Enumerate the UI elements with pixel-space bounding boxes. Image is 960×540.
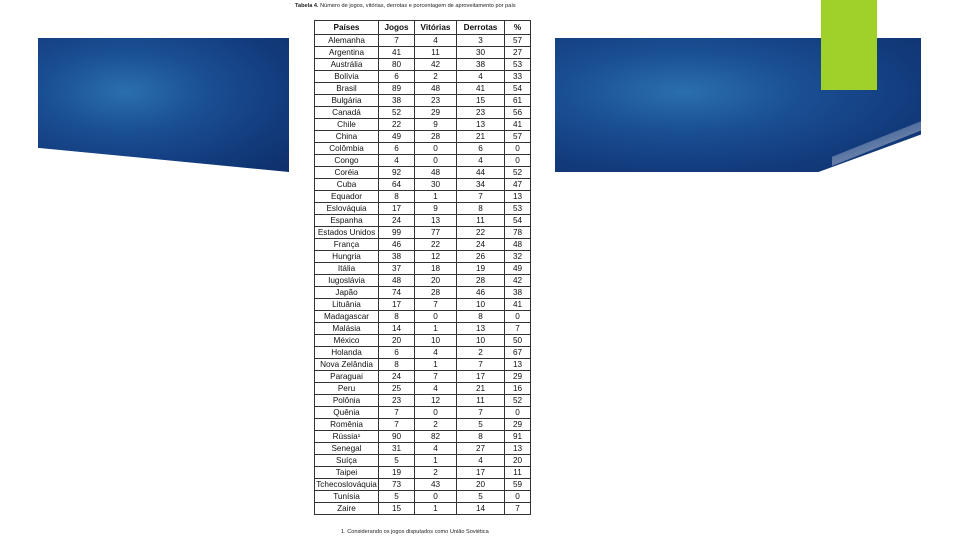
cell-country: Colômbia: [315, 143, 379, 155]
table-row: [315, 239, 531, 251]
cell-country: Japão: [315, 287, 379, 299]
cell-derrotas: 28: [457, 275, 505, 287]
cell-derrotas: 7: [457, 191, 505, 203]
cell-vitorias: 7: [415, 299, 457, 311]
table-row: [315, 251, 531, 263]
cell-percent: 27: [505, 47, 531, 59]
cell-country: Rússia¹: [315, 431, 379, 443]
cell-vitorias: 4: [415, 35, 457, 47]
header-jogos: Jogos: [379, 21, 415, 35]
cell-derrotas: 11: [457, 395, 505, 407]
decorative-green-accent: [821, 0, 877, 90]
cell-jogos: 46: [379, 239, 415, 251]
cell-jogos: 24: [379, 215, 415, 227]
cell-country: Espanha: [315, 215, 379, 227]
cell-jogos: 23: [379, 395, 415, 407]
cell-derrotas: 13: [457, 323, 505, 335]
cell-jogos: 80: [379, 59, 415, 71]
cell-vitorias: 1: [415, 455, 457, 467]
table-row: [315, 407, 531, 419]
cell-vitorias: 30: [415, 179, 457, 191]
cell-jogos: 49: [379, 131, 415, 143]
cell-percent: 0: [505, 143, 531, 155]
cell-country: Holanda: [315, 347, 379, 359]
cell-vitorias: 43: [415, 479, 457, 491]
cell-percent: 42: [505, 275, 531, 287]
cell-jogos: 8: [379, 191, 415, 203]
cell-percent: 91: [505, 431, 531, 443]
table-row: [315, 479, 531, 491]
cell-percent: 32: [505, 251, 531, 263]
cell-jogos: 48: [379, 275, 415, 287]
cell-vitorias: 42: [415, 59, 457, 71]
table-row: [315, 287, 531, 299]
cell-vitorias: 11: [415, 47, 457, 59]
table-row: [315, 311, 531, 323]
cell-country: Equador: [315, 191, 379, 203]
cell-jogos: 24: [379, 371, 415, 383]
table-row: [315, 203, 531, 215]
cell-jogos: 37: [379, 263, 415, 275]
cell-vitorias: 82: [415, 431, 457, 443]
table-row: [315, 443, 531, 455]
cell-derrotas: 24: [457, 239, 505, 251]
cell-country: Coréia: [315, 167, 379, 179]
cell-percent: 41: [505, 119, 531, 131]
cell-jogos: 90: [379, 431, 415, 443]
cell-vitorias: 29: [415, 107, 457, 119]
cell-derrotas: 8: [457, 311, 505, 323]
cell-jogos: 8: [379, 311, 415, 323]
table-row: [315, 275, 531, 287]
header-derrotas: Derrotas: [457, 21, 505, 35]
cell-country: Tchecoslováquia: [316, 480, 377, 489]
table-row: [315, 491, 531, 503]
cell-vitorias: 0: [415, 143, 457, 155]
table-row: [315, 467, 531, 479]
country-stats-table: [314, 20, 531, 515]
cell-derrotas: 5: [457, 419, 505, 431]
cell-country: Congo: [315, 155, 379, 167]
cell-vitorias: 10: [415, 335, 457, 347]
cell-jogos: 19: [379, 467, 415, 479]
cell-percent: 53: [505, 203, 531, 215]
cell-jogos: 6: [379, 71, 415, 83]
cell-derrotas: 8: [457, 203, 505, 215]
cell-jogos: 31: [379, 443, 415, 455]
cell-country: Argentina: [315, 47, 379, 59]
cell-percent: 16: [505, 383, 531, 395]
cell-jogos: 89: [379, 83, 415, 95]
cell-percent: 33: [505, 71, 531, 83]
cell-derrotas: 20: [457, 479, 505, 491]
table-footnote: 1. Considerando os jogos disputados como União Soviética: [341, 529, 489, 535]
cell-jogos: 6: [379, 347, 415, 359]
cell-country: Malásia: [315, 323, 379, 335]
cell-country: Romênia: [315, 419, 379, 431]
table-row: [315, 35, 531, 47]
cell-vitorias: 7: [415, 371, 457, 383]
cell-derrotas: 4: [457, 455, 505, 467]
cell-country: Estados Unidos: [315, 227, 379, 239]
table-body: [315, 35, 531, 515]
cell-derrotas: 13: [457, 119, 505, 131]
cell-percent: 57: [505, 131, 531, 143]
cell-derrotas: 21: [457, 383, 505, 395]
table-row: [315, 107, 531, 119]
cell-percent: 13: [505, 191, 531, 203]
cell-vitorias: 48: [415, 83, 457, 95]
cell-vitorias: 28: [415, 287, 457, 299]
cell-percent: 50: [505, 335, 531, 347]
table-row: [315, 419, 531, 431]
cell-derrotas: 7: [457, 359, 505, 371]
cell-percent: 56: [505, 107, 531, 119]
cell-vitorias: 4: [415, 443, 457, 455]
cell-vitorias: 0: [415, 491, 457, 503]
table-row: [315, 431, 531, 443]
table-row: [315, 155, 531, 167]
cell-vitorias: 2: [415, 467, 457, 479]
cell-derrotas: 2: [457, 347, 505, 359]
cell-derrotas: 11: [457, 215, 505, 227]
cell-derrotas: 26: [457, 251, 505, 263]
cell-percent: 78: [505, 227, 531, 239]
cell-country: Nova Zelândia: [315, 359, 379, 371]
table-row: [315, 455, 531, 467]
cell-vitorias: 4: [415, 383, 457, 395]
cell-derrotas: 23: [457, 107, 505, 119]
cell-percent: 52: [505, 395, 531, 407]
cell-jogos: 22: [379, 119, 415, 131]
cell-derrotas: 30: [457, 47, 505, 59]
cell-percent: 59: [505, 479, 531, 491]
cell-vitorias: 28: [415, 131, 457, 143]
cell-jogos: 6: [379, 143, 415, 155]
table-row: [315, 503, 531, 515]
cell-jogos: 74: [379, 287, 415, 299]
table-row: [315, 335, 531, 347]
cell-jogos: 15: [379, 503, 415, 515]
cell-country: México: [315, 335, 379, 347]
cell-derrotas: 3: [457, 35, 505, 47]
cell-country: Zaire: [315, 503, 379, 515]
cell-derrotas: 7: [457, 407, 505, 419]
cell-vitorias: 2: [415, 419, 457, 431]
cell-derrotas: 41: [457, 83, 505, 95]
cell-country: Cuba: [315, 179, 379, 191]
cell-vitorias: 13: [415, 215, 457, 227]
cell-jogos: 92: [379, 167, 415, 179]
cell-vitorias: 12: [415, 395, 457, 407]
cell-derrotas: 6: [457, 143, 505, 155]
cell-percent: 67: [505, 347, 531, 359]
table-row: [315, 299, 531, 311]
cell-percent: 13: [505, 359, 531, 371]
cell-country: Lituânia: [315, 299, 379, 311]
cell-vitorias: 23: [415, 95, 457, 107]
cell-jogos: 4: [379, 155, 415, 167]
cell-jogos: 7: [379, 419, 415, 431]
cell-derrotas: 21: [457, 131, 505, 143]
table-row: [315, 371, 531, 383]
table-row: [315, 47, 531, 59]
cell-percent: 0: [505, 407, 531, 419]
cell-percent: 13: [505, 443, 531, 455]
cell-vitorias: 9: [415, 119, 457, 131]
table-row: [315, 383, 531, 395]
table-row: [315, 119, 531, 131]
cell-jogos: 7: [379, 407, 415, 419]
cell-jogos: 25: [379, 383, 415, 395]
table-row: [315, 143, 531, 155]
cell-jogos: 7: [379, 35, 415, 47]
cell-vitorias: 9: [415, 203, 457, 215]
cell-percent: 57: [505, 35, 531, 47]
cell-country: Quênia: [315, 407, 379, 419]
table-row: [315, 191, 531, 203]
cell-country: Canadá: [315, 107, 379, 119]
cell-country: Taipei: [315, 467, 379, 479]
cell-percent: 11: [505, 467, 531, 479]
cell-derrotas: 46: [457, 287, 505, 299]
cell-jogos: 17: [379, 299, 415, 311]
cell-jogos: 17: [379, 203, 415, 215]
cell-country: China: [315, 131, 379, 143]
cell-percent: 61: [505, 95, 531, 107]
table-row: [315, 59, 531, 71]
table-row: [315, 131, 531, 143]
table-row: [315, 347, 531, 359]
cell-vitorias: 1: [415, 191, 457, 203]
cell-derrotas: 34: [457, 179, 505, 191]
cell-percent: 0: [505, 155, 531, 167]
table-header-row: [315, 21, 531, 35]
table-row: [315, 179, 531, 191]
cell-country: Madagascar: [315, 311, 379, 323]
cell-country: Itália: [315, 263, 379, 275]
cell-percent: 7: [505, 503, 531, 515]
cell-percent: 20: [505, 455, 531, 467]
cell-vitorias: 48: [415, 167, 457, 179]
document-image: [289, 0, 555, 540]
header-percent: %: [505, 21, 531, 35]
cell-percent: 54: [505, 215, 531, 227]
cell-percent: 53: [505, 59, 531, 71]
cell-derrotas: 19: [457, 263, 505, 275]
cell-jogos: 20: [379, 335, 415, 347]
table-row: [315, 227, 531, 239]
cell-jogos: 5: [379, 455, 415, 467]
header-vitorias: Vitórias: [415, 21, 457, 35]
cell-jogos: 38: [379, 95, 415, 107]
cell-country: Alemanha: [315, 35, 379, 47]
cell-country: Suíça: [315, 455, 379, 467]
cell-percent: 49: [505, 263, 531, 275]
cell-derrotas: 38: [457, 59, 505, 71]
cell-percent: 29: [505, 371, 531, 383]
cell-percent: 0: [505, 491, 531, 503]
cell-jogos: 8: [379, 359, 415, 371]
cell-jogos: 73: [379, 479, 415, 491]
cell-percent: 0: [505, 311, 531, 323]
cell-derrotas: 10: [457, 299, 505, 311]
table-row: [315, 263, 531, 275]
cell-derrotas: 5: [457, 491, 505, 503]
decorative-blue-band-left: [38, 38, 289, 172]
table-caption: [295, 3, 557, 9]
cell-vitorias: 12: [415, 251, 457, 263]
cell-percent: 7: [505, 323, 531, 335]
cell-country: Eslováquia: [315, 203, 379, 215]
cell-percent: 54: [505, 83, 531, 95]
cell-derrotas: 17: [457, 467, 505, 479]
cell-vitorias: 0: [415, 155, 457, 167]
caption-text: Número de jogos, vitórias, derrotas e porcentagem de aproveitamento por país: [320, 3, 516, 9]
cell-derrotas: 15: [457, 95, 505, 107]
cell-derrotas: 14: [457, 503, 505, 515]
cell-percent: 41: [505, 299, 531, 311]
cell-jogos: 41: [379, 47, 415, 59]
table-row: [315, 95, 531, 107]
cell-jogos: 52: [379, 107, 415, 119]
cell-percent: 52: [505, 167, 531, 179]
cell-derrotas: 4: [457, 155, 505, 167]
cell-country: Senegal: [315, 443, 379, 455]
cell-jogos: 38: [379, 251, 415, 263]
cell-derrotas: 17: [457, 371, 505, 383]
cell-jogos: 5: [379, 491, 415, 503]
cell-derrotas: 44: [457, 167, 505, 179]
cell-vitorias: 77: [415, 227, 457, 239]
cell-percent: 48: [505, 239, 531, 251]
cell-derrotas: 4: [457, 71, 505, 83]
cell-vitorias: 1: [415, 503, 457, 515]
caption-label: Tabela 4.: [295, 3, 319, 9]
cell-vitorias: 20: [415, 275, 457, 287]
cell-vitorias: 22: [415, 239, 457, 251]
cell-percent: 29: [505, 419, 531, 431]
cell-derrotas: 8: [457, 431, 505, 443]
cell-percent: 47: [505, 179, 531, 191]
cell-country: Hungria: [315, 251, 379, 263]
cell-derrotas: 22: [457, 227, 505, 239]
cell-country: Polônia: [315, 395, 379, 407]
table-row: [315, 71, 531, 83]
cell-country: França: [315, 239, 379, 251]
cell-jogos: 64: [379, 179, 415, 191]
table-row: [315, 83, 531, 95]
table-row: [315, 167, 531, 179]
cell-country: Austrália: [315, 59, 379, 71]
cell-vitorias: 1: [415, 359, 457, 371]
cell-vitorias: 18: [415, 263, 457, 275]
header-paises: Países: [315, 21, 379, 35]
cell-derrotas: 10: [457, 335, 505, 347]
cell-vitorias: 4: [415, 347, 457, 359]
cell-vitorias: 0: [415, 407, 457, 419]
table-row: [315, 359, 531, 371]
cell-country: Chile: [315, 119, 379, 131]
cell-country: Brasil: [315, 83, 379, 95]
cell-country: Paraguai: [315, 371, 379, 383]
cell-derrotas: 27: [457, 443, 505, 455]
table-row: [315, 395, 531, 407]
cell-vitorias: 1: [415, 323, 457, 335]
cell-country: Bulgária: [315, 95, 379, 107]
cell-vitorias: 0: [415, 311, 457, 323]
cell-country: Bolívia: [315, 71, 379, 83]
cell-percent: 38: [505, 287, 531, 299]
cell-country: Iugoslávia: [315, 275, 379, 287]
table-row: [315, 215, 531, 227]
cell-vitorias: 2: [415, 71, 457, 83]
cell-country: Tunísia: [315, 491, 379, 503]
cell-jogos: 99: [379, 227, 415, 239]
cell-country: Peru: [315, 383, 379, 395]
cell-jogos: 14: [379, 323, 415, 335]
table-row: [315, 323, 531, 335]
